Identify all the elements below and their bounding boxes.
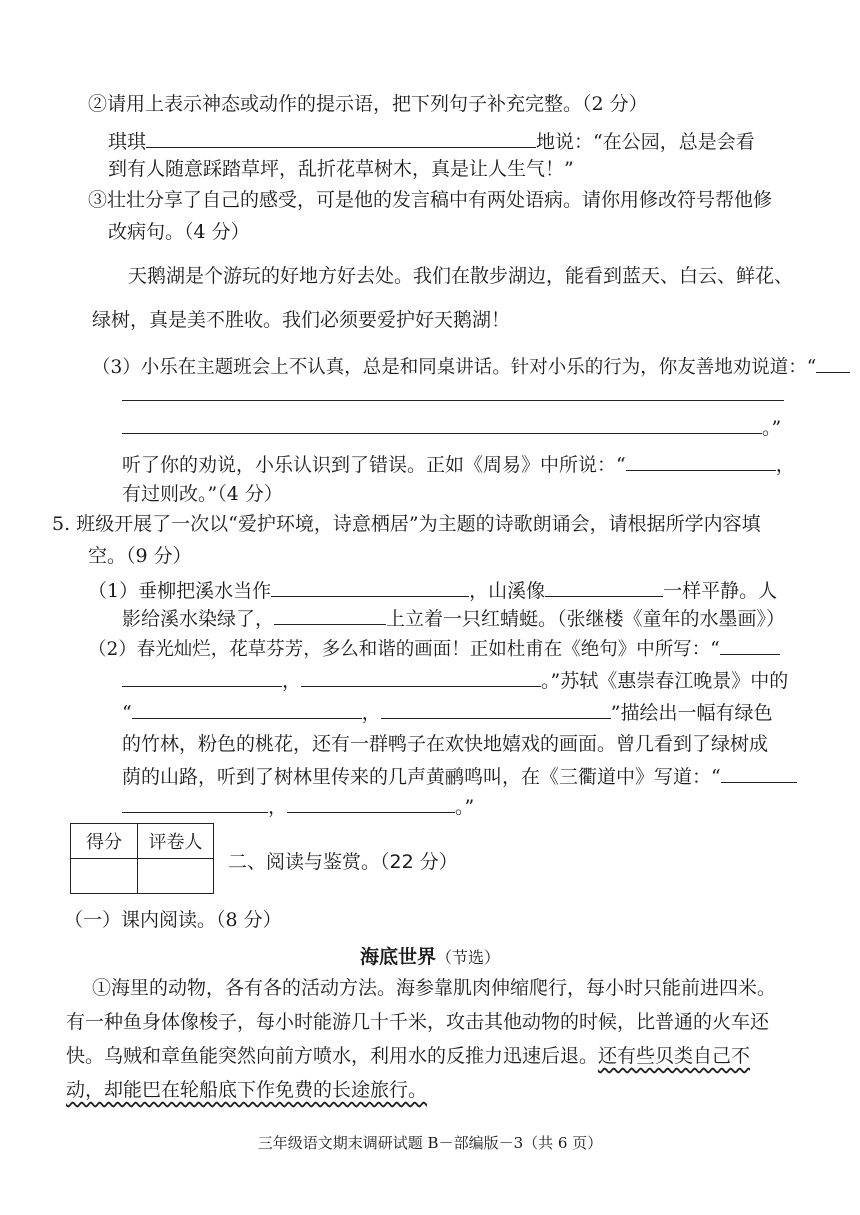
- score-header: 得分: [71, 824, 138, 859]
- q5-1-blank1[interactable]: [271, 576, 469, 597]
- q2-sentence-start: 琪琪: [108, 131, 147, 153]
- score-table: [70, 823, 214, 894]
- reading-para-line4: [66, 1076, 427, 1104]
- q5-2-line6: [122, 792, 474, 821]
- q5-1-blank2[interactable]: [545, 576, 663, 597]
- grader-cell[interactable]: [138, 859, 214, 894]
- q2-answer-blank[interactable]: [146, 127, 536, 148]
- q4-instruction-text: （3）小乐在主题班会上不认真，总是和同桌讲话。针对小乐的行为，你友善地劝说道：“: [92, 357, 817, 378]
- q2-sentence-end: 地说：“在公园，总是会看: [536, 131, 755, 153]
- q4-zhouyi-blank[interactable]: [626, 450, 776, 471]
- q5-2-text-a: （2）春光灿烂，花草芬芳，多么和谐的画面！正如杜甫在《绝句》中所写：“: [88, 639, 720, 660]
- q4-answer-line2[interactable]: [122, 413, 762, 434]
- q5-1-text-b: ，山溪像: [469, 580, 546, 602]
- q5-1-line1: [88, 576, 777, 605]
- q3-passage-line2: 绿树，真是美不胜收。我们必须要爱护好天鹅湖！: [92, 309, 511, 331]
- q3-instruction-line1: ③壮壮分享了自己的感受，可是他的发言稿中有两处语病。请你用修改符号帮他修: [88, 189, 773, 211]
- reading1-label: （一）课内阅读。（8 分）: [64, 909, 282, 931]
- q5-1-text-a: （1）垂柳把溪水当作: [88, 580, 272, 602]
- reading-title-note: （节选）: [436, 948, 501, 967]
- q5-2-comma1: ，: [282, 670, 302, 692]
- q4-quote-end: 。”: [762, 417, 782, 439]
- q3-passage-line1: 天鹅湖是个游玩的好地方好去处。我们在散步湖边，能看到蓝天、白云、鲜花、: [128, 265, 794, 287]
- q4-zhouyi-comma: ，: [775, 454, 795, 476]
- q5-1-text-e: 上立着一只红蜻蜓。（张继楼《童年的水墨画》）: [386, 608, 786, 630]
- reading-para-line3-text: 快。乌贼和章鱼能突然向前方喷水，利用水的反推力迅速后退。: [66, 1045, 599, 1067]
- q5-1-text-c: 一样平静。人: [663, 580, 778, 602]
- q5-2-line5: [122, 762, 797, 791]
- q5-2-blank7[interactable]: [122, 792, 268, 813]
- q5-1-text-d: 影给溪水染绿了，: [122, 608, 275, 630]
- q5-2-quote-end: 。”: [455, 796, 475, 818]
- q5-2-blank6[interactable]: [721, 762, 797, 783]
- wavy-underlined-sentence-part2: 动，却能巴在轮船底下作免费的长途旅行。: [66, 1079, 428, 1101]
- q5-2-blank1[interactable]: [720, 634, 780, 655]
- q5-2-line4: 的竹林，粉色的桃花，还有一群鸭子在欢快地嬉戏的画面。曾几看到了绿树成: [122, 733, 769, 755]
- reading-para-line3: [66, 1042, 750, 1070]
- q5-1-blank3[interactable]: [274, 604, 386, 625]
- q5-2-blank8[interactable]: [287, 792, 455, 813]
- q2-instruction: ②请用上表示神态或动作的提示语，把下列句子补充完整。（2 分）: [88, 93, 648, 115]
- q4-zhouyi-line: [122, 450, 795, 479]
- q4-answer-line1[interactable]: [122, 400, 784, 401]
- q4-answer-line2-row: [122, 413, 781, 442]
- q5-2-line2: [122, 666, 788, 695]
- q5-2-text-c: 。”苏轼《惠崇春江晚景》中的: [541, 670, 789, 692]
- page-footer: 三年级语文期末调研试题 B－部编版－3（共 6 页）: [257, 1134, 603, 1152]
- q4-zhouyi-end: 有过则改。”（4 分）: [122, 483, 283, 505]
- grader-header: 评卷人: [138, 824, 214, 859]
- q5-2-line3: [122, 698, 772, 727]
- q5-2-quote-open: “: [122, 702, 132, 724]
- q5-instruction-line2: 空。（9 分）: [88, 545, 192, 567]
- q4-instruction: [92, 352, 850, 382]
- q2-sentence-line1: [108, 127, 755, 156]
- q5-2-line1: [88, 634, 780, 664]
- q5-2-blank2[interactable]: [122, 666, 282, 687]
- reading-title: [0, 942, 860, 969]
- q5-2-text-h: 荫的山路，听到了树林里传来的几声黄鹂鸣叫，在《三衢道中》写道：“: [122, 766, 721, 788]
- q4-zhouyi-text: 听了你的劝说，小乐认识到了错误。正如《周易》中所说：“: [122, 454, 626, 476]
- reading-para-line2: 有一种鱼身体像梭子，每小时能游几十千米，攻击其他动物的时候，比普通的火车还: [66, 1011, 770, 1033]
- q5-2-comma2: ，: [361, 702, 381, 724]
- reading-para-line1: ①海里的动物，各有各的活动方法。海参靠肌肉伸缩爬行，每小时只能前进四米。: [92, 977, 777, 999]
- q5-2-text-f: ”描绘出一幅有绿色: [610, 702, 773, 724]
- section2-title: 二、阅读与鉴赏。（22 分）: [228, 851, 458, 873]
- reading-title-text: 海底世界: [359, 946, 436, 968]
- q2-sentence-line2: 到有人随意踩踏草坪，乱折花草树木，真是让人生气！”: [108, 158, 574, 180]
- q5-instruction-line1: 5. 班级开展了一次以“爱护环境，诗意栖居”为主题的诗歌朗诵会，请根据所学内容填: [52, 513, 761, 535]
- q5-2-blank5[interactable]: [381, 698, 611, 719]
- q5-1-line2: [122, 604, 785, 633]
- score-cell[interactable]: [71, 859, 138, 894]
- q5-2-comma3: ，: [268, 796, 288, 818]
- q5-2-blank3[interactable]: [301, 666, 541, 687]
- q4-answer-blank-start[interactable]: [816, 352, 850, 373]
- q3-instruction-line2: 改病句。（4 分）: [108, 221, 250, 243]
- wavy-underlined-sentence-part1: 还有些贝类自己不: [598, 1045, 751, 1067]
- q5-2-blank4[interactable]: [132, 698, 362, 719]
